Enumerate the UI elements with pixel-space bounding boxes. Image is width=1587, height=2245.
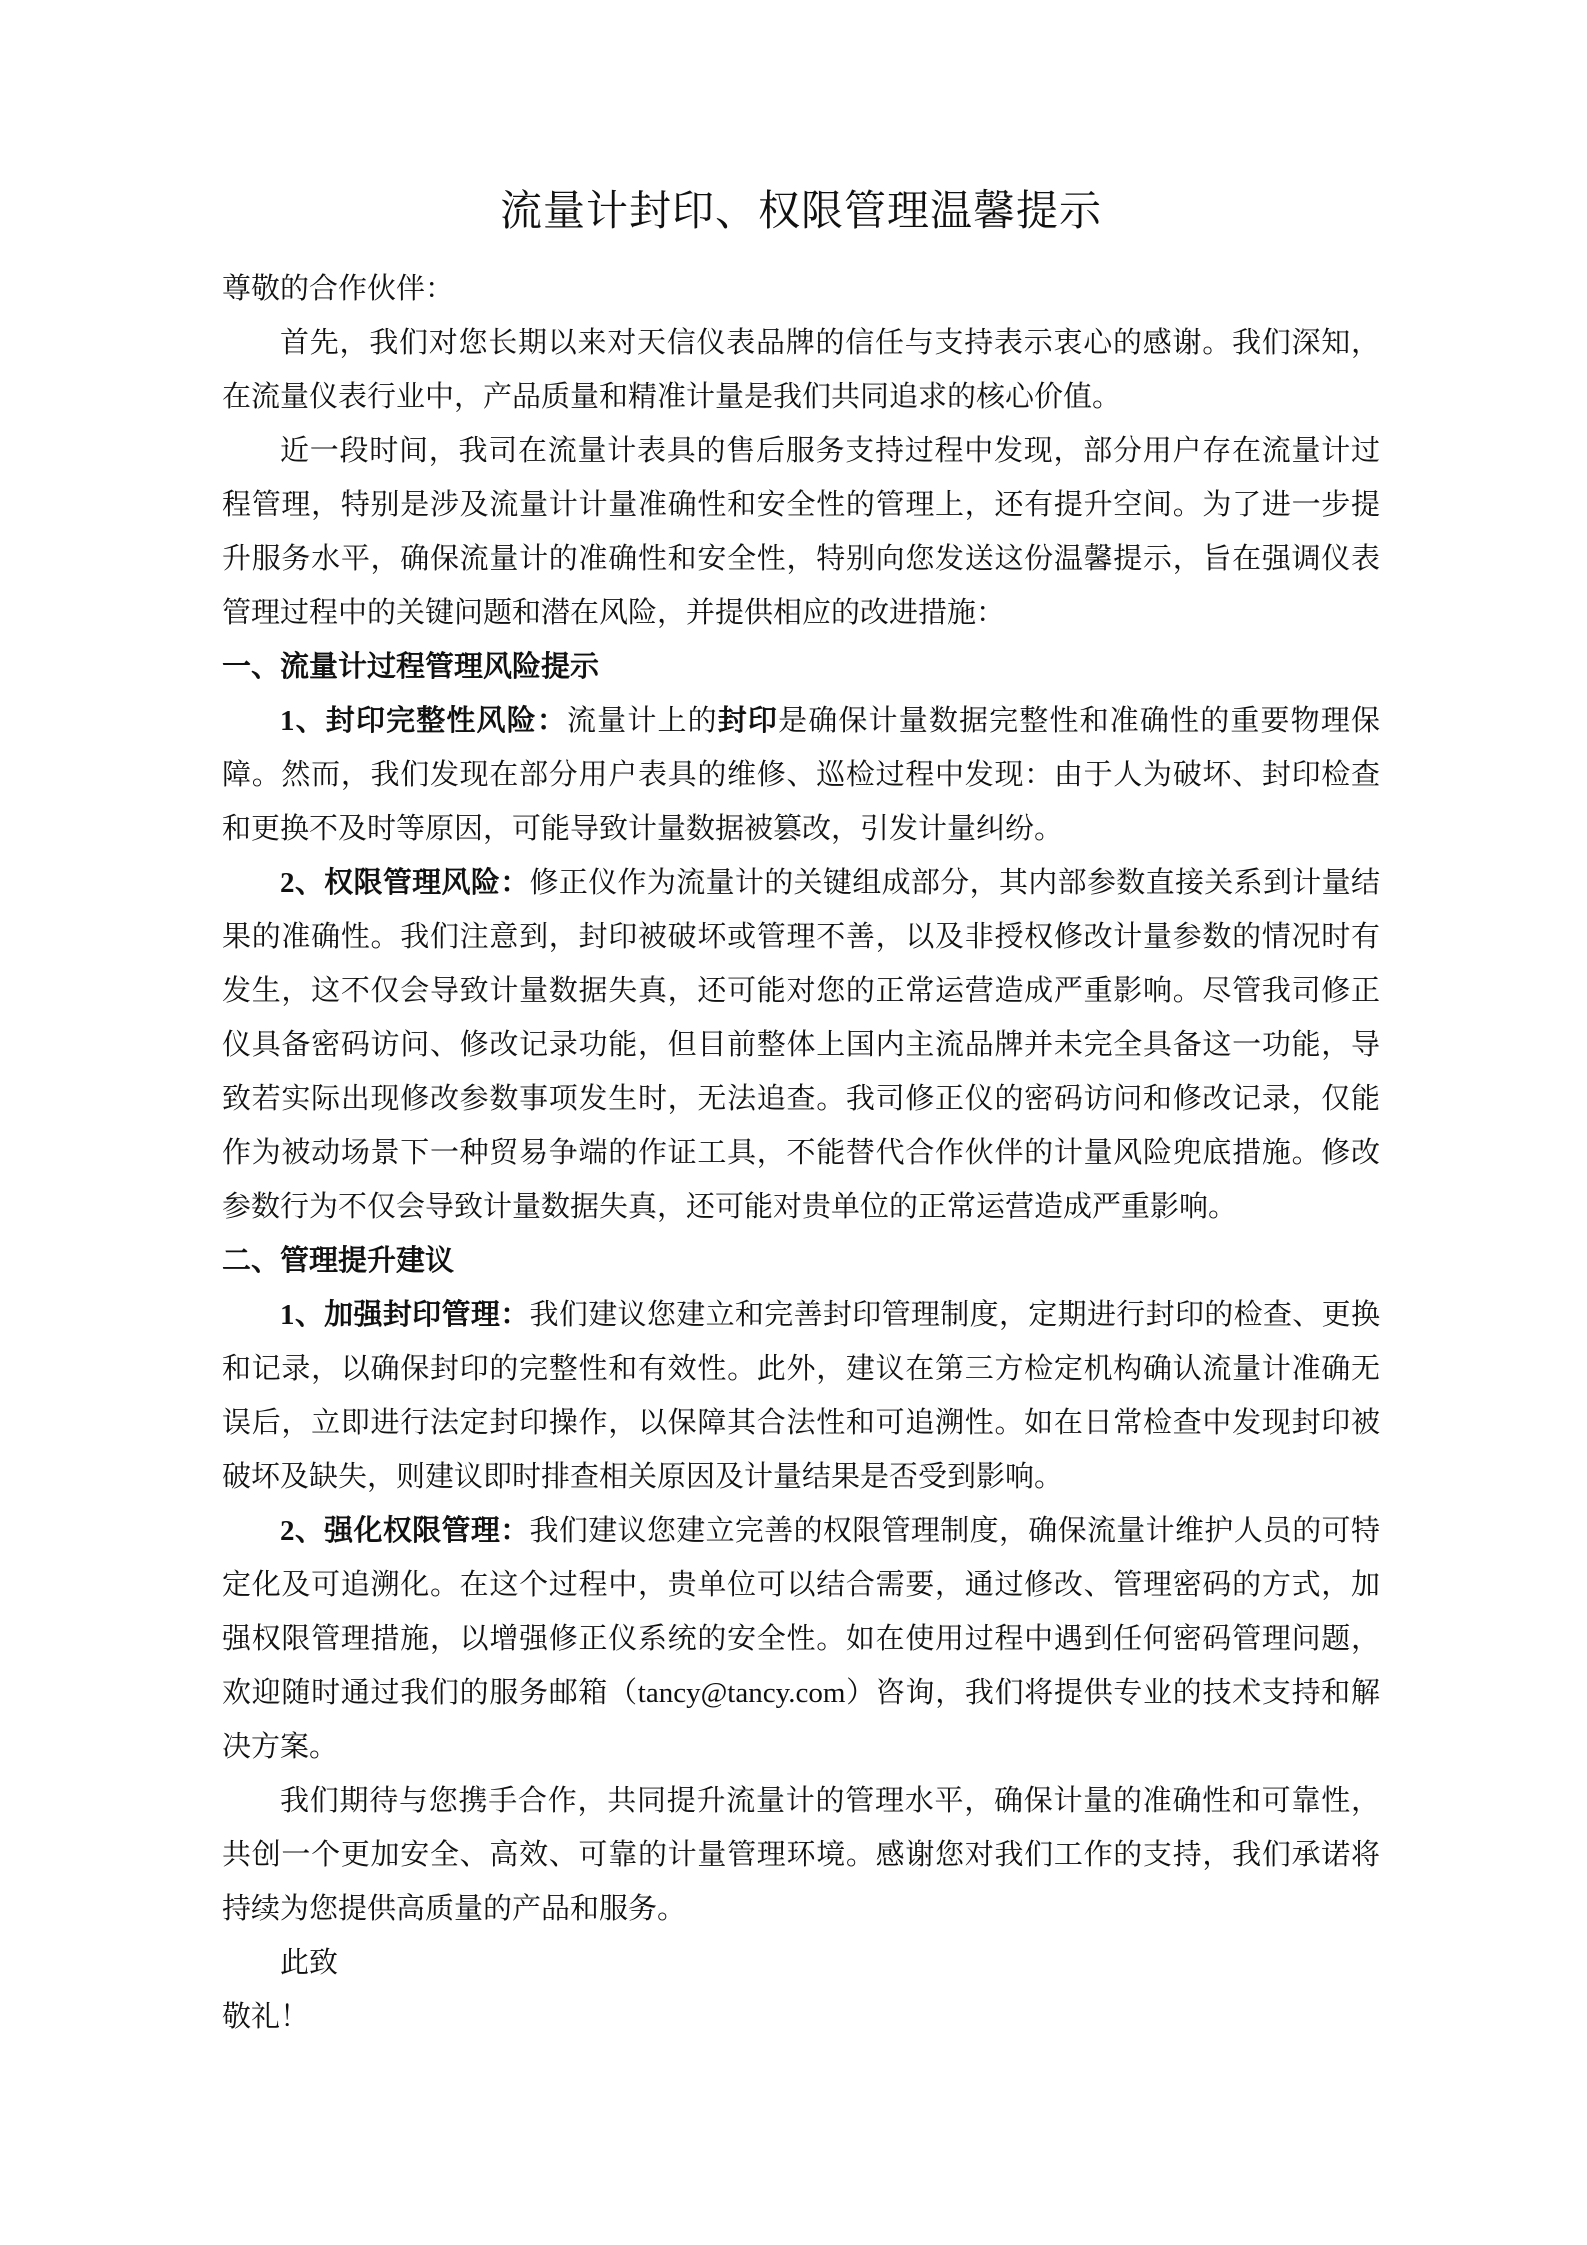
document-content	[222, 0, 1380, 2044]
text-run: 我们建议您建立和完善封印管理制度，定期进行封印的检查、更换和记录，以确保封印的完整性和有效性。此外，建议在第三方检定机构确认流量计准确无误后，立即进行法定封印操作，以保障其合法性和可追溯性。如在日常检查中发现封印被破坏及缺失，则建议即时排查相关原因及计量结果是否受到影响。	[222, 1299, 1380, 1493]
text-run: 二、管理提升建议	[222, 1245, 455, 1277]
text-run: 首先，我们对您长期以来对天信仪表品牌的信任与支持表示衷心的感谢。我们深知，在流量仪表行业中，产品质量和精准计量是我们共同追求的核心价值。	[222, 327, 1380, 413]
text-run: 1、加强封印管理：	[280, 1299, 530, 1331]
text-run: 修正仪作为流量计的关键组成部分，其内部参数直接关系到计量结果的准确性。我们注意到，封印被破坏或管理不善，以及非授权修改计量参数的情况时有发生，这不仅会导致计量数据失真，还可能对您的正常运营造成严重影响。尽管我司修正仪具备密码访问、修改记录功能，但目前整体上国内主流品牌并未完全具备这一功能，导致若实际出现修改参数事项发生时，无法追查。我司修正仪的密码访问和修改记录，仅能作为被动场景下一种贸易争端的作证工具，不能替代合作伙伴的计量风险兜底措施。修改参数行为不仅会导致计量数据失真，还可能对贵单位的正常运营造成严重影响。	[222, 867, 1380, 1223]
document-title: 流量计封印、权限管理温馨提示	[499, 187, 1102, 234]
text-run: 2、权限管理风险：	[280, 867, 530, 899]
text-run: 我们建议您建立完善的权限管理制度，确保流量计维护人员的可特定化及可追溯化。在这个过程中，贵单位可以结合需要，通过修改、管理密码的方式，加强权限管理措施，以增强修正仪系统的安全性。如在使用过程中遇到任何密码管理问题，欢迎随时通过我们的服务邮箱（tancy@tancy.com）咨询，我们将提供专业的技术支持和解决方案。	[222, 1515, 1380, 1763]
closing-cizhi	[222, 1936, 1380, 1990]
paragraph-advice-permission	[222, 1504, 1380, 1774]
text-run: 流量计上的	[567, 705, 718, 737]
text-run: 2、强化权限管理：	[280, 1515, 530, 1547]
closing-jingli	[222, 1990, 1380, 2044]
text-run: 是确保计量数据完整性和准确性的重要物理保障。然而，我们发现在部分用户表具的维修、巡检过程中发现：由于人为破坏、封印检查和更换不及时等原因，可能导致计量数据被篡改，引发计量纠纷。	[222, 705, 1380, 845]
text-run: 我们期待与您携手合作，共同提升流量计的管理水平，确保计量的准确性和可靠性，共创一个更加安全、高效、可靠的计量管理环境。感谢您对我们工作的支持，我们承诺将持续为您提供高质量的产品和服务。	[222, 1785, 1380, 1925]
document-body	[222, 262, 1380, 2044]
heading-section-1	[222, 640, 1380, 694]
text-run: 封印	[717, 705, 779, 737]
salutation	[222, 262, 1380, 316]
text-run: 1、封印完整性风险：	[280, 705, 568, 737]
paragraph-intro	[222, 316, 1380, 424]
text-run: 一、流量计过程管理风险提示	[222, 651, 600, 683]
paragraph-outlook	[222, 1774, 1380, 1936]
paragraph-background	[222, 424, 1380, 640]
paragraph-risk-permission	[222, 856, 1380, 1234]
heading-section-2	[222, 1234, 1380, 1288]
text-run: 近一段时间，我司在流量计表具的售后服务支持过程中发现，部分用户存在流量计过程管理，特别是涉及流量计计量准确性和安全性的管理上，还有提升空间。为了进一步提升服务水平，确保流量计的准确性和安全性，特别向您发送这份温馨提示，旨在强调仪表管理过程中的关键问题和潜在风险，并提供相应的改进措施：	[222, 435, 1380, 629]
paragraph-advice-seal	[222, 1288, 1380, 1504]
text-run: 尊敬的合作伙伴：	[222, 273, 455, 305]
text-run: 此致	[280, 1947, 339, 1979]
paragraph-risk-seal	[222, 694, 1380, 856]
text-run: 敬礼！	[222, 2001, 310, 2033]
